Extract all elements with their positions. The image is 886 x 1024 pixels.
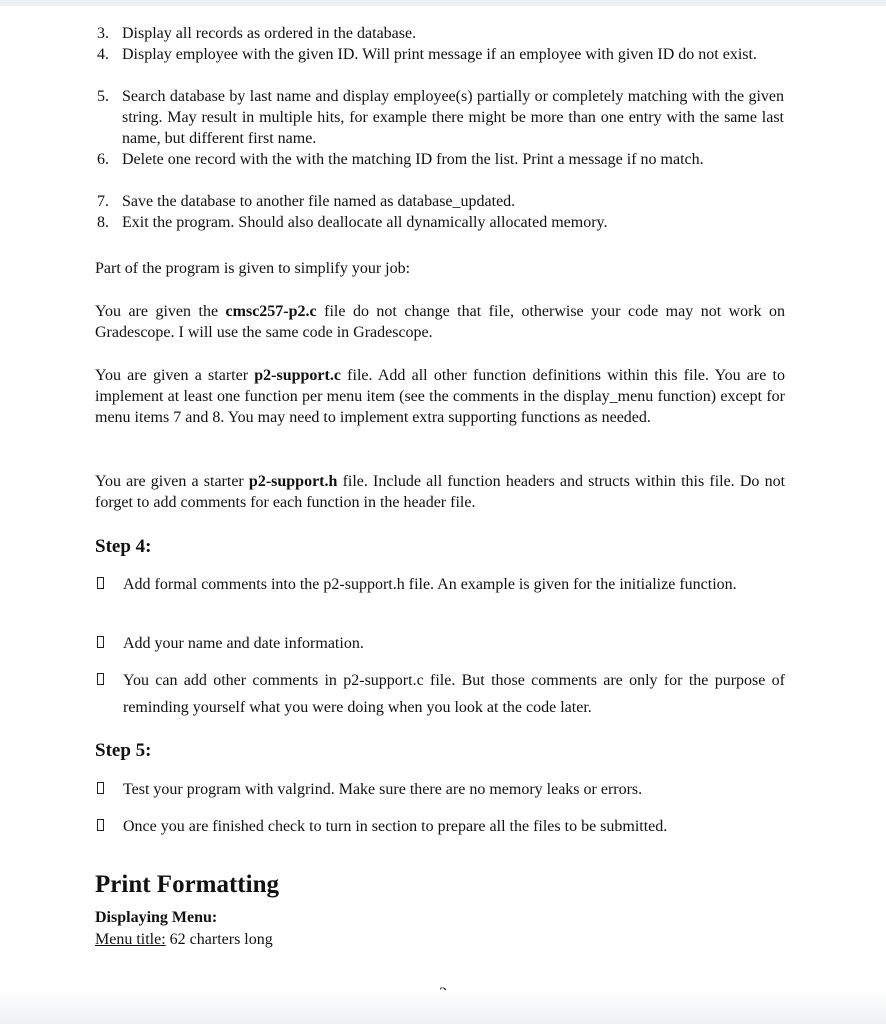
list-item	[97, 191, 784, 212]
bottom-shadow	[0, 990, 886, 1024]
paragraph-cmsc257	[95, 301, 785, 343]
list-number: 8.	[97, 214, 109, 231]
checklist-text: You can add other comments in p2-support.c file. But those comments are only for the purpose of reminding yourself what you were doing when you look at the code later.	[123, 672, 785, 716]
filename-bold: p2-support.h	[248, 473, 338, 490]
step4-heading: Step 4:	[95, 536, 152, 557]
list-number: 5.	[97, 88, 109, 105]
list-number: 6.	[97, 151, 109, 168]
checkbox-icon	[97, 819, 104, 831]
paragraph-support-h	[95, 471, 785, 513]
paragraph-text: You are given a starter	[95, 367, 255, 384]
list-item	[97, 44, 784, 65]
list-text: Exit the program. Should also deallocate all dynamically allocated memory.	[122, 214, 608, 231]
paragraph-text: file. Add all other function definitions within this file. You are to implement at least one function per menu item (see the comments in the display_menu function) except for menu items 7 and 8. You may need to implement extra supporting functions as needed.	[95, 367, 786, 426]
list-text: Save the database to another file named as database_updated.	[122, 193, 516, 210]
filename-bold: p2-support.c	[254, 367, 341, 384]
checkbox-icon	[97, 577, 104, 589]
menu-title-label: Menu title:	[95, 931, 166, 948]
checkbox-icon	[97, 636, 104, 648]
list-text: Display employee with the given ID. Will print message if an employee with given ID do not exist.	[122, 46, 757, 63]
step5-heading: Step 5:	[95, 740, 152, 761]
list-item	[97, 86, 784, 149]
menu-title-line	[95, 929, 785, 950]
checkbox-icon	[97, 673, 104, 685]
list-number: 7.	[97, 193, 109, 210]
paragraph-support-c	[95, 365, 785, 428]
filename-bold: cmsc257-p2.c	[225, 303, 317, 320]
paragraph-text: You are given a starter	[95, 473, 249, 490]
checklist-text: Test your program with valgrind. Make sure there are no memory leaks or errors.	[123, 781, 643, 798]
list-item	[97, 212, 784, 233]
list-text: Delete one record with the with the matching ID from the list. Print a message if no match.	[122, 151, 704, 168]
list-number: 3.	[97, 25, 109, 42]
paragraph-text: file. Include all function headers and structs within this file. Do not forget to add comments for each function in the header file.	[95, 473, 786, 511]
list-number: 4.	[97, 46, 109, 63]
checklist-text: Add formal comments into the p2-support.h file. An example is given for the initialize function.	[123, 576, 737, 593]
intro-paragraph: Part of the program is given to simplify your job:	[95, 260, 411, 277]
displaying-menu-subheading: Displaying Menu:	[95, 909, 218, 926]
print-formatting-heading: Print Formatting	[95, 871, 279, 898]
list-item	[97, 23, 784, 44]
checkbox-icon	[97, 782, 104, 794]
menu-title-value: 62 charters long	[165, 931, 273, 948]
list-text: Display all records as ordered in the database.	[122, 25, 417, 42]
list-item	[97, 149, 784, 170]
checklist-text: Add your name and date information.	[123, 635, 364, 652]
checklist-text: Once you are finished check to turn in section to prepare all the files to be submitted.	[123, 818, 668, 835]
paragraph-text: file do not change that file, otherwise your code may not work on Gradescope. I will use the same code in Gradescope.	[95, 303, 786, 341]
paragraph-text: You are given the	[95, 303, 226, 320]
list-text: Search database by last name and display employee(s) partially or completely matching with the given string. May result in multiple hits, for example there might be more than one entry with the same last name, but different first name.	[122, 88, 784, 147]
